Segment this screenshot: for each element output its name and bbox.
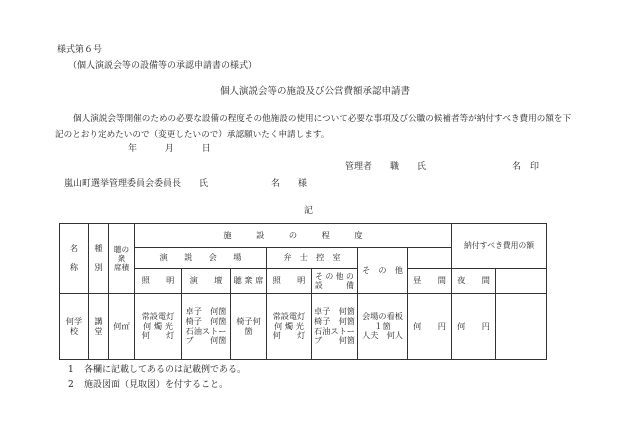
header-seats: 聴の 衆 席積	[109, 224, 135, 294]
manager-line: 管理者 職 氏	[345, 162, 427, 172]
header-audience: 聴 衆 席	[231, 269, 267, 294]
cell-lighting: 常設電灯 何 燭 光 何 灯	[135, 294, 182, 360]
body-paragraph: 個人演説会等開催のための必要な設備の程度その他施設の使用について必要な事項及び公職の候補者等が納付すべき費用の額を下記のとおり定めたいので（変更したいので）承認願いたく申請します。	[55, 114, 572, 140]
cell-remarks	[496, 294, 547, 360]
header-bench: 弁 士 控 室	[267, 248, 358, 269]
cell-night-fee: 何 円	[452, 294, 496, 360]
note-item: 2 施設図面（見取図）を付すること。	[68, 380, 229, 390]
cell-type: 講堂	[89, 294, 109, 360]
ki-heading: 記	[304, 206, 314, 216]
manager-seal: 名 印	[512, 162, 540, 172]
form-subtitle: （個人演説会等の設備等の承認申請書の様式）	[68, 61, 258, 71]
note-item: 1 各欄に記載してあるのは記載例である。	[68, 365, 247, 375]
header-lighting: 照 明	[135, 269, 182, 294]
header-night: 夜 間	[452, 269, 496, 294]
facility-table	[59, 223, 547, 360]
header-venue: 演 説 会 場	[135, 248, 267, 269]
date-month: 月	[164, 144, 174, 154]
date-year: 年	[128, 144, 138, 154]
header-facility: 施 設 の 程 度	[135, 224, 452, 248]
cell-stage: 卓子 何箇 椅子 何箇 石油ストー ブ 何箇	[182, 294, 231, 360]
date-day: 日	[201, 144, 211, 154]
cell-other-equipment: 卓子 何箇 椅子 何箇 石油ストー ブ 何箇	[312, 294, 358, 360]
cell-other: 会場の看板 １箇 人夫 何人	[358, 294, 408, 360]
header-day: 昼 間	[408, 269, 452, 294]
header-type: 種 別	[89, 224, 109, 294]
header-fee: 納付すべき費用の額	[452, 224, 547, 269]
cell-audience: 椅子何箇	[231, 294, 267, 360]
header-lighting2: 照 明	[267, 269, 312, 294]
addressee-line: 嵐山町選挙管理委員会委員長 氏 名 様	[64, 179, 308, 189]
cell-lighting2: 常設電灯 何 燭 光 何 灯	[267, 294, 312, 360]
cell-day-fee: 何 円	[408, 294, 452, 360]
document-title: 個人演説会等の施設及び公営費額承認申請書	[219, 86, 410, 97]
header-stage: 演 壇	[182, 269, 231, 294]
form-number: 様式第６号	[57, 45, 103, 55]
notes	[68, 363, 246, 393]
cell-seats: 何㎡	[109, 294, 135, 360]
header-other: そ の 他	[358, 248, 408, 294]
header-name: 名 称	[60, 224, 89, 294]
cell-name: 何学校	[60, 294, 89, 360]
header-other-equipment: そ の 他 の 設 備	[312, 269, 358, 294]
date-line	[128, 145, 236, 154]
